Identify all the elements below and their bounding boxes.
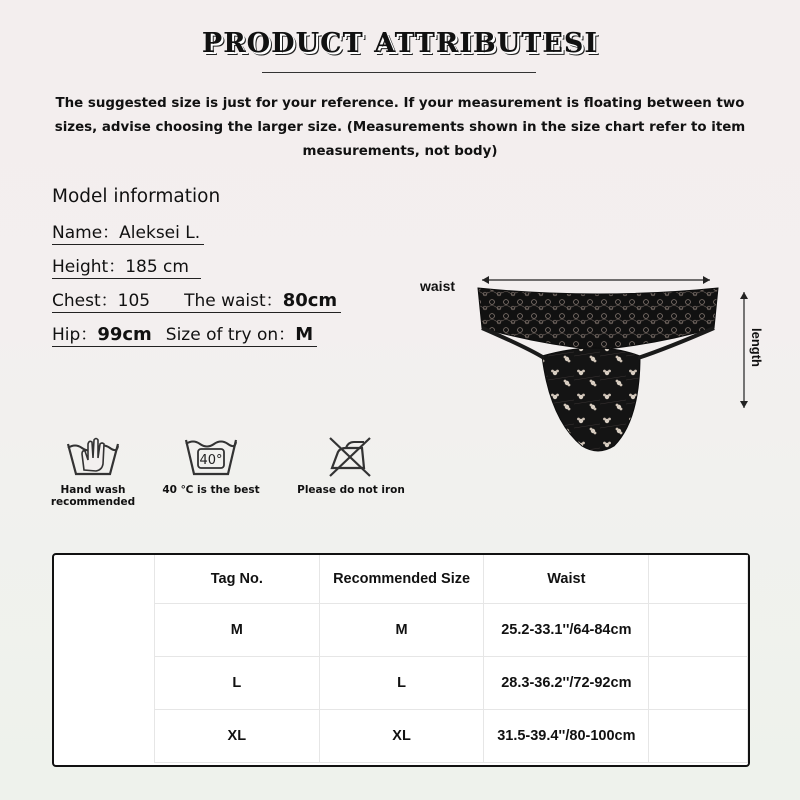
care-no-iron [286, 434, 416, 496]
col-header-waist: Waist [484, 555, 649, 604]
hip-value: 99cm [97, 324, 152, 345]
size-table [154, 555, 748, 763]
table-header-row [155, 555, 748, 604]
col-header-empty [649, 555, 748, 604]
hand-wash-label: Hand wash recommended [50, 484, 136, 508]
col-header-tag: Tag No. [155, 555, 320, 604]
name-value: Aleksei L. [119, 223, 201, 243]
table-row [155, 604, 748, 657]
length-measure-label: length [749, 328, 764, 367]
model-hip-line [52, 324, 317, 347]
cell-recommended: M [319, 604, 484, 657]
cell-empty [649, 657, 748, 710]
cell-waist: 31.5-39.4''/80-100cm [484, 710, 649, 763]
size-notice: The suggested size is just for your reference. If your measurement is floating between two sizes, advise choosing the larger size. (Measurements shown in the size chart refer to item measurements, not body) [54, 96, 746, 159]
height-label: Height： [52, 257, 126, 277]
chest-label: Chest： [52, 291, 118, 311]
col-header-recommended: Recommended Size [319, 555, 484, 604]
height-value: 185 cm [125, 257, 189, 277]
floral-pouch [542, 348, 640, 451]
cell-empty [649, 604, 748, 657]
waist-value: 80cm [282, 290, 338, 311]
cell-tag: L [155, 657, 320, 710]
wash-temp-text: 40° [199, 453, 223, 468]
wash-40-label: 40 ℃ is the best [162, 484, 260, 496]
cell-tag: XL [155, 710, 320, 763]
title-underline [262, 72, 536, 73]
cell-recommended: XL [319, 710, 484, 763]
model-height-line [52, 256, 201, 279]
tryon-label: Size of try on： [165, 325, 296, 345]
table-row [155, 710, 748, 763]
no-iron-label: Please do not iron [297, 484, 405, 496]
table-row [155, 657, 748, 710]
model-heading: Model information [52, 186, 221, 207]
cell-recommended: L [319, 657, 484, 710]
size-chart [52, 553, 750, 767]
waist-label: The waist： [184, 291, 283, 311]
model-name-line [52, 222, 204, 245]
cell-waist: 28.3-36.2''/72-92cm [484, 657, 649, 710]
model-chest-line [52, 290, 341, 313]
page-title: PRODUCT ATTRIBUTESI [201, 28, 599, 59]
wash-40-icon [182, 434, 240, 478]
name-label: Name： [52, 223, 120, 243]
tryon-value: M [295, 324, 314, 345]
care-wash-40 [146, 434, 276, 496]
cell-tag: M [155, 604, 320, 657]
cell-waist: 25.2-33.1''/64-84cm [484, 604, 649, 657]
waist-measure-label: waist [420, 278, 456, 294]
cell-empty [649, 710, 748, 763]
chest-value: 105 [117, 291, 151, 311]
hip-label: Hip： [52, 325, 98, 345]
hand-wash-icon [64, 434, 122, 478]
care-hand-wash [28, 434, 158, 508]
garment-illustration [418, 270, 778, 470]
no-iron-icon [322, 434, 380, 478]
